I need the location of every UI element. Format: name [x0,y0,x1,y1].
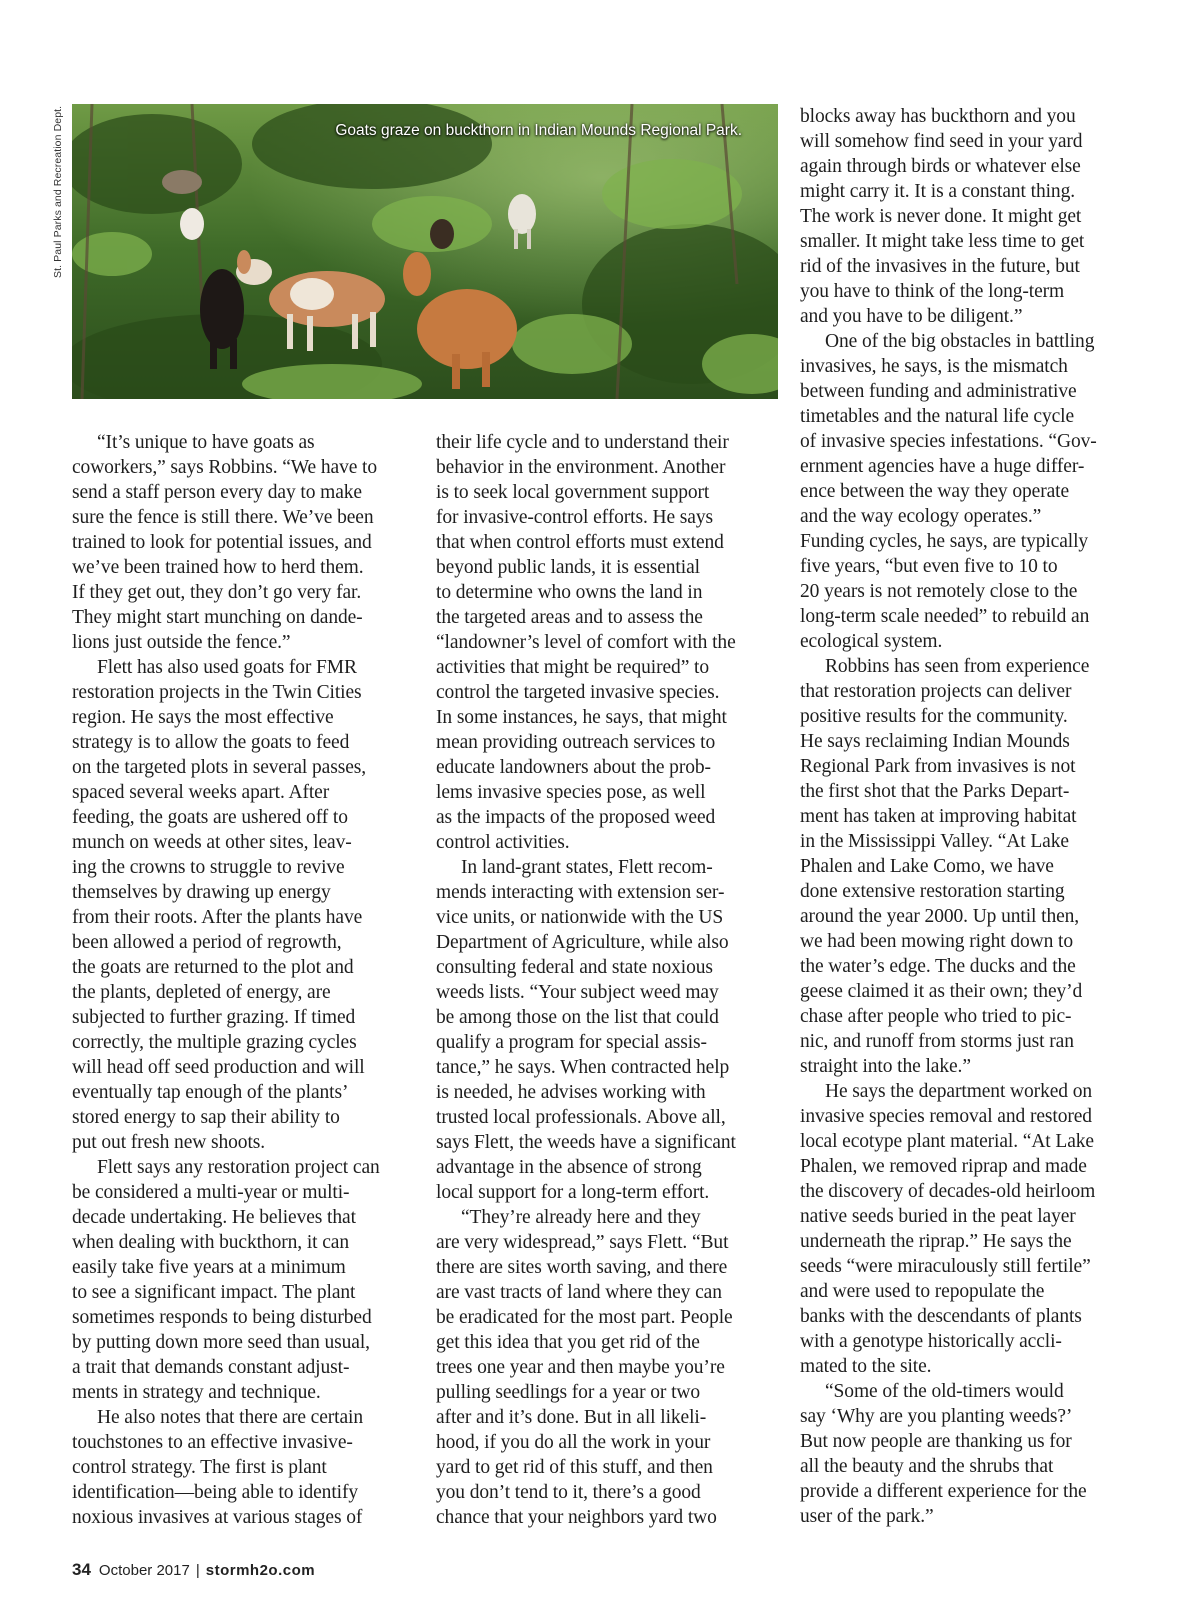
text-line: In some instances, he says, that might [436,707,727,728]
text-line: invasives, he says, is the mismatch [800,356,1068,377]
text-line: educate landowners about the prob- [436,757,711,778]
text-line: says Flett, the weeds have a significant [436,1132,736,1153]
text-line: provide a different experience for the [800,1481,1087,1502]
text-line: the first shot that the Parks Depart- [800,781,1070,802]
text-line: and the way ecology operates.” [800,506,1042,527]
text-line: in the Mississippi Valley. “At Lake [800,831,1069,852]
text-line: mean providing outreach services to [436,732,716,753]
text-line: ment has taken at improving habitat [800,806,1077,827]
text-line: straight into the lake.” [800,1056,971,1077]
text-line: blocks away has buckthorn and you [800,106,1076,127]
text-line: that restoration projects can deliver [800,681,1072,702]
text-line: after and it’s done. But in all likeli- [436,1407,707,1428]
text-line: But now people are thanking us for [800,1431,1072,1452]
text-line: timetables and the natural life cycle [800,406,1075,427]
text-line: again through birds or whatever else [800,156,1081,177]
text-line: ing the crowns to struggle to revive [72,857,345,878]
text-line: noxious invasives at various stages of [72,1507,363,1528]
text-line: the discovery of decades-old heirloom [800,1181,1096,1202]
text-line: mends interacting with extension ser- [436,882,725,903]
text-line: get this idea that you get rid of the [436,1332,700,1353]
photo-caption: Goats graze on buckthorn in Indian Mounds Regional Park. [335,122,742,139]
article-column-3 [800,104,1145,1529]
text-line: positive results for the community. [800,706,1068,727]
text-line: are very widespread,” says Flett. “But [436,1232,729,1253]
text-line: identification—being able to identify [72,1482,359,1503]
site-url: stormh2o.com [205,1562,316,1579]
text-line: are vast tracts of land where they can [436,1282,722,1303]
article-photo [72,104,778,399]
text-line: He says the department worked on [825,1081,1093,1102]
text-line: that when control efforts must extend [436,532,724,553]
text-line: rid of the invasives in the future, but [800,256,1080,277]
text-line: ecological system. [800,631,943,652]
text-line: a trait that demands constant adjust- [72,1357,350,1378]
text-line: touchstones to an effective invasive- [72,1432,353,1453]
text-line: on the targeted plots in several passes, [72,757,367,778]
text-line: region. He says the most effective [72,707,334,728]
text-line: underneath the riprap.” He says the [800,1231,1072,1252]
text-line: smaller. It might take less time to get [800,231,1085,252]
text-line: native seeds buried in the peat layer [800,1206,1076,1227]
text-line: sometimes responds to being disturbed [72,1307,372,1328]
text-line: user of the park.” [800,1506,934,1527]
goats-grazing-image [72,104,778,399]
text-line: to determine who owns the land in [436,582,703,603]
text-line: be eradicated for the most part. People [436,1307,733,1328]
text-line: lions just outside the fence.” [72,632,291,653]
text-line: seeds “were miraculously still fertile” [800,1256,1091,1277]
text-line: put out fresh new shoots. [72,1132,266,1153]
text-line: subjected to further grazing. If timed [72,1007,356,1028]
text-line: you have to think of the long-term [800,281,1065,302]
text-line: Department of Agriculture, while also [436,932,729,953]
text-line: weeds lists. “Your subject weed may [436,982,719,1003]
text-line: with a genotype historically accli- [800,1331,1062,1352]
text-line: might carry it. It is a constant thing. [800,181,1076,202]
text-line: five years, “but even five to 10 to [800,556,1058,577]
text-line: and you have to be diligent.” [800,306,1023,327]
text-line: when dealing with buckthorn, it can [72,1232,350,1253]
page-footer [72,1560,315,1580]
text-line: coworkers,” says Robbins. “We have to [72,457,378,478]
text-line: invasive species removal and restored [800,1106,1092,1127]
text-line: geese claimed it as their own; they’d [800,981,1083,1002]
text-line: from their roots. After the plants have [72,907,363,928]
text-line: local ecotype plant material. “At Lake [800,1131,1094,1152]
text-line: trees one year and then maybe you’re [436,1357,725,1378]
text-line: pulling seedlings for a year or two [436,1382,701,1403]
text-line: by putting down more seed than usual, [72,1332,370,1353]
text-line: correctly, the multiple grazing cycles [72,1032,357,1053]
text-line: their life cycle and to understand their [436,432,729,453]
text-line: yard to get rid of this stuff, and then [436,1457,713,1478]
article-column-2 [436,430,776,1530]
text-line: Robbins has seen from experience [825,656,1090,677]
text-line: Regional Park from invasives is not [800,756,1076,777]
text-line: decade undertaking. He believes that [72,1207,356,1228]
article-column-1 [72,430,412,1530]
text-line: trained to look for potential issues, and [72,532,372,553]
text-line: feeding, the goats are ushered off to [72,807,348,828]
text-line: munch on weeds at other sites, leav- [72,832,352,853]
text-line: be considered a multi-year or multi- [72,1182,350,1203]
text-line: stored energy to sap their ability to [72,1107,340,1128]
text-line: restoration projects in the Twin Cities [72,682,362,703]
text-line: behavior in the environment. Another [436,457,726,478]
text-line: chase after people who tried to pic- [800,1006,1072,1027]
text-line: ments in strategy and technique. [72,1382,321,1403]
text-line: be among those on the list that could [436,1007,719,1028]
text-line: beyond public lands, it is essential [436,557,700,578]
text-line: “They’re already here and they [461,1207,701,1228]
text-line: between funding and administrative [800,381,1077,402]
text-line: we’ve been trained how to herd them. [72,557,364,578]
text-line: sure the fence is still there. We’ve been [72,507,374,528]
text-line: nic, and runoff from storms just ran [800,1031,1074,1052]
text-line: Flett says any restoration project can [97,1157,380,1178]
text-line: ence between the way they operate [800,481,1070,502]
text-line: control strategy. The first is plant [72,1457,327,1478]
text-line: to see a significant impact. The plant [72,1282,356,1303]
text-line: One of the big obstacles in battling [825,331,1095,352]
text-line: tance,” he says. When contracted help [436,1057,730,1078]
text-line: control the targeted invasive species. [436,682,720,703]
text-line: local support for a long-term effort. [436,1182,710,1203]
text-line: the plants, depleted of energy, are [72,982,331,1003]
text-line: qualify a program for special assis- [436,1032,707,1053]
text-line: mated to the site. [800,1356,932,1377]
text-line: hood, if you do all the work in your [436,1432,711,1453]
text-line: The work is never done. It might get [800,206,1082,227]
text-line: control activities. [436,832,570,853]
text-line: “It’s unique to have goats as [97,432,315,453]
text-line: themselves by drawing up energy [72,882,331,903]
text-line: we had been mowing right down to [800,931,1073,952]
text-line: Flett has also used goats for FMR [97,657,357,678]
text-line: eventually tap enough of the plants’ [72,1082,349,1103]
text-line: of invasive species infestations. “Gov- [800,431,1097,452]
text-line: They might start munching on dande- [72,607,363,628]
text-line: trusted local professionals. Above all, [436,1107,726,1128]
text-line: you don’t tend to it, there’s a good [436,1482,701,1503]
page-number: 34 [72,1560,91,1579]
text-line: been allowed a period of regrowth, [72,932,342,953]
text-line: advantage in the absence of strong [436,1157,702,1178]
text-line: Phalen, we removed riprap and made [800,1156,1087,1177]
text-line: and were used to repopulate the [800,1281,1045,1302]
text-line: as the impacts of the proposed weed [436,807,716,828]
text-line: chance that your neighbors yard two [436,1507,717,1528]
text-line: is needed, he advises working with [436,1082,706,1103]
text-line: consulting federal and state noxious [436,957,713,978]
text-line: will head off seed production and will [72,1057,365,1078]
text-line: “Some of the old-timers would [825,1381,1064,1402]
text-line: He says reclaiming Indian Mounds [800,731,1070,752]
text-line: 20 years is not remotely close to the [800,581,1078,602]
text-line: “landowner’s level of comfort with the [436,632,736,653]
text-line: lems invasive species pose, as well [436,782,706,803]
text-line: the water’s edge. The ducks and the [800,956,1076,977]
photo-credit: St. Paul Parks and Recreation Dept. [52,105,64,278]
text-line: spaced several weeks apart. After [72,782,330,803]
text-line: banks with the descendants of plants [800,1306,1082,1327]
text-line: activities that might be required” to [436,657,710,678]
text-line: for invasive-control efforts. He says [436,507,713,528]
issue-date: October 2017 [98,1562,190,1579]
text-line: In land-grant states, Flett recom- [461,857,713,878]
text-line: done extensive restoration starting [800,881,1065,902]
text-line: Funding cycles, he says, are typically [800,531,1089,552]
text-line: strategy is to allow the goats to feed [72,732,350,753]
text-line: vice units, or nationwide with the US [436,907,724,928]
text-line: If they get out, they don’t go very far. [72,582,362,603]
text-line: the goats are returned to the plot and [72,957,354,978]
text-line: the targeted areas and to assess the [436,607,703,628]
text-line: easily take five years at a minimum [72,1257,346,1278]
text-line: He also notes that there are certain [97,1407,364,1428]
text-line: say ‘Why are you planting weeds?’ [800,1406,1073,1427]
text-line: all the beauty and the shrubs that [800,1456,1054,1477]
text-line: around the year 2000. Up until then, [800,906,1080,927]
text-line: send a staff person every day to make [72,482,362,503]
text-line: will somehow find seed in your yard [800,131,1083,152]
footer-separator: | [195,1562,200,1579]
text-line: Phalen and Lake Como, we have [800,856,1054,877]
text-line: is to seek local government support [436,482,710,503]
text-line: ernment agencies have a huge differ- [800,456,1085,477]
text-line: long-term scale needed” to rebuild an [800,606,1090,627]
text-line: there are sites worth saving, and there [436,1257,728,1278]
